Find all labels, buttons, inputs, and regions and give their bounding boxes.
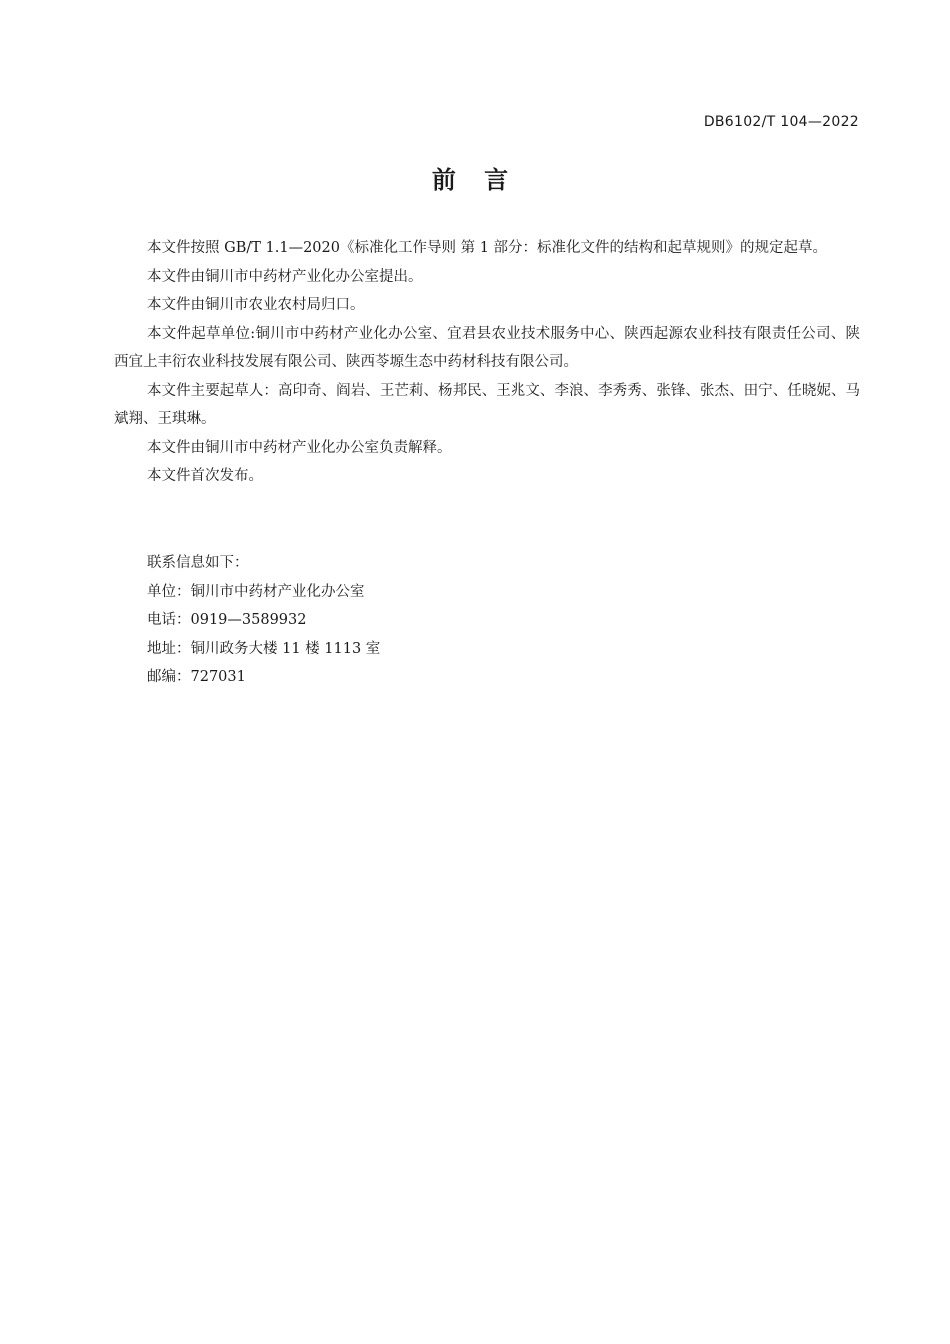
contact-phone: 电话：0919—3589932: [147, 612, 307, 628]
contact-heading: 联系信息如下：: [147, 555, 249, 571]
paragraph-first-release: 本文件首次发布。: [147, 468, 263, 484]
paragraph-drafters: 本文件主要起草人：高印奇、阎岩、王芒莉、杨邦民、王兆文、李浪、李秀秀、张锋、张杰、田宁、任晓妮、马斌翔、王琪琳。: [114, 382, 860, 427]
paragraph-interpretation: 本文件由铜川市中药材产业化办公室负责解释。: [147, 439, 452, 456]
page-title: 前 言: [431, 166, 519, 194]
contact-unit: 单位：铜川市中药材产业化办公室: [147, 583, 365, 600]
foreword-body: [114, 234, 860, 491]
contact-info: [147, 549, 747, 692]
paragraph-drafting-units: 本文件起草单位:铜川市中药材产业化办公室、宜君县农业技术服务中心、陕西起源农业科技有限责任公司、陕西宜上丰衍农业科技发展有限公司、陕西苓塬生态中药材科技有限公司。: [114, 325, 860, 370]
document-code: DB6102/T 104—2022: [703, 114, 859, 130]
paragraph-drafting-basis: 本文件按照 GB/T 1.1—2020《标准化工作导则 第 1 部分：标准化文件的结构和起草规则》的规定起草。: [147, 240, 828, 256]
contact-address: 地址：铜川政务大楼 11 楼 1113 室: [147, 640, 381, 657]
paragraph-administrator: 本文件由铜川市农业农村局归口。: [147, 297, 365, 313]
contact-postcode: 邮编：727031: [147, 669, 246, 685]
paragraph-proposer: 本文件由铜川市中药材产业化办公室提出。: [147, 268, 423, 285]
